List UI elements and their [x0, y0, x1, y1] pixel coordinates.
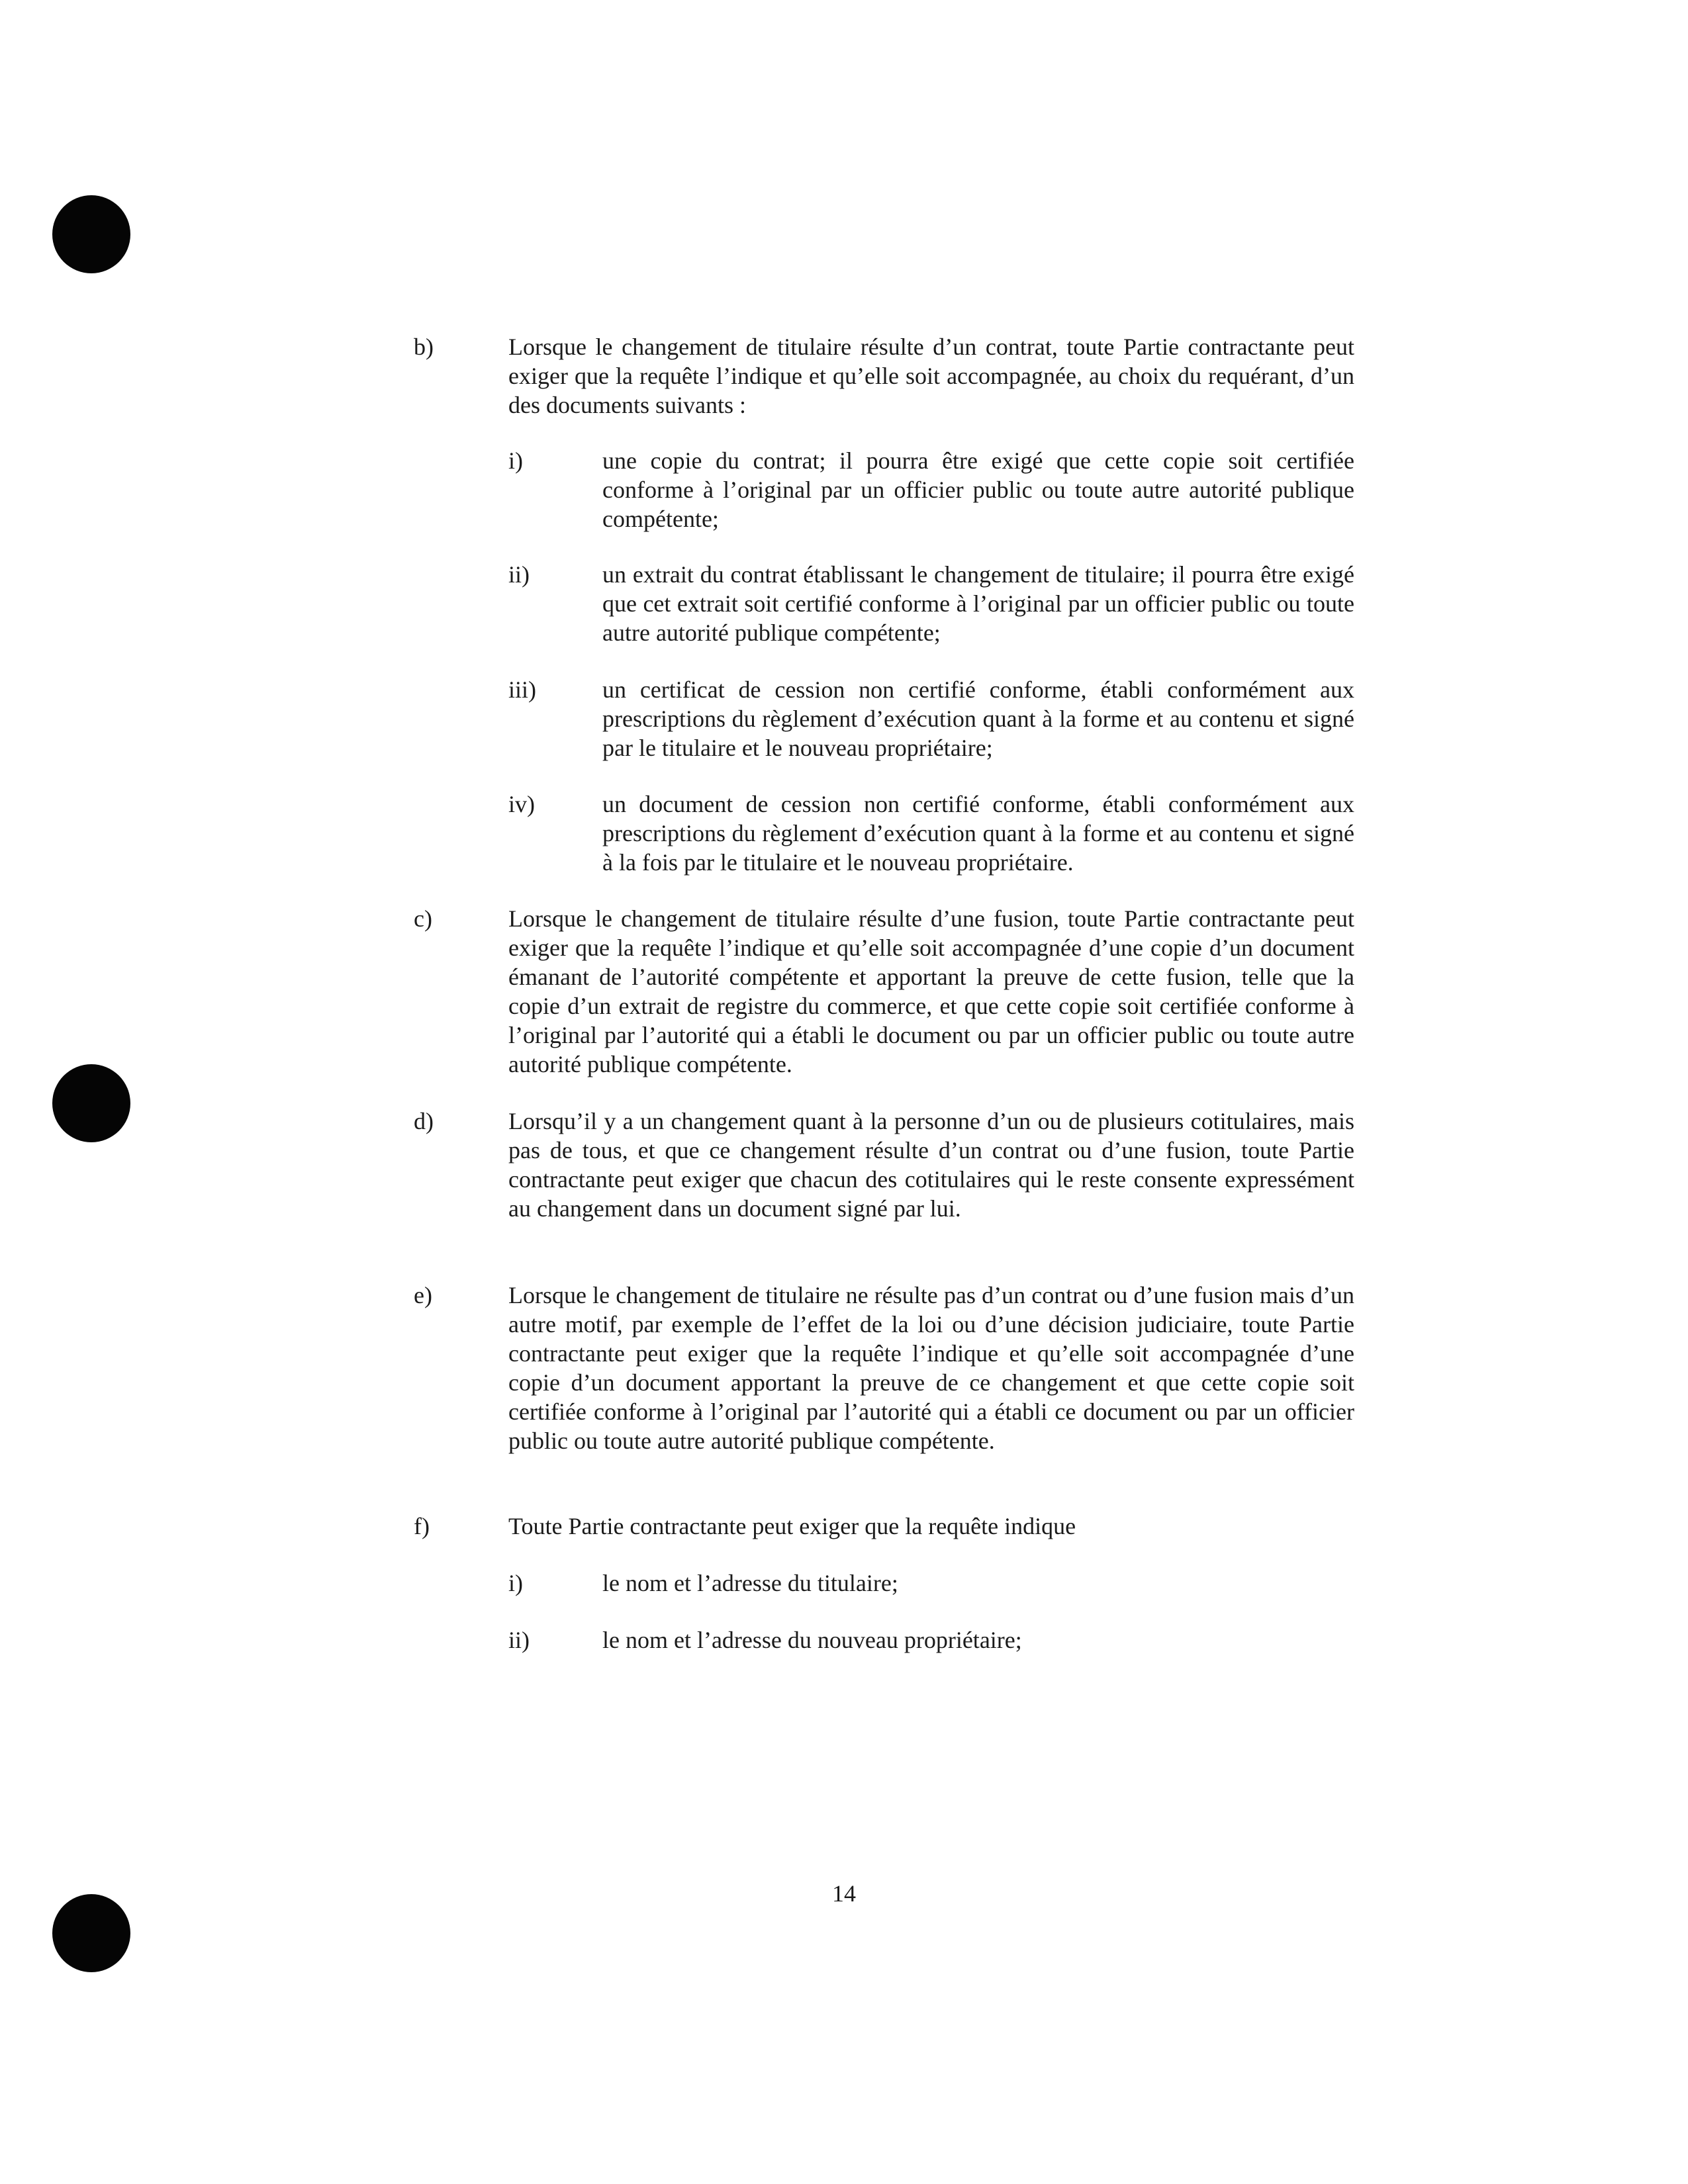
punch-hole-middle	[52, 1064, 130, 1142]
paragraph-label: f)	[414, 1513, 430, 1539]
subparagraph-label: iii)	[508, 676, 536, 703]
subparagraph-text: un document de cession non certifié conforme, établi conformément aux prescriptions du règlement d’exécution quant à la forme et au contenu et signé à la fois par le titulaire et le nouveau propriétaire.	[602, 791, 1354, 876]
punch-hole-top	[52, 195, 130, 273]
paragraph-label: d)	[414, 1108, 434, 1134]
subparagraph-label: iv)	[508, 791, 535, 817]
paragraph-text: Lorsqu’il y a un changement quant à la personne d’un ou de plusieurs cotitulaires, mais pas de tous, et que ce changement résulte d’un contrat ou d’une fusion, toute Partie contractante peut exiger que chacun des cotitulaires qui le reste consente expressément au changement dans un document signé par lui.	[508, 1108, 1354, 1222]
paragraph-text: Lorsque le changement de titulaire ne résulte pas d’un contrat ou d’une fusion mais d’un autre motif, par exemple de l’effet de la loi ou d’une décision judiciaire, toute Partie contractante peut exiger que la requête l’indique et qu’elle soit accompagnée d’une copie d’un document apportant la preuve de ce changement et que cette copie soit certifiée conforme à l’original par l’autorité qui a établi ce document ou par un officier public ou toute autre autorité publique compétente.	[508, 1282, 1354, 1454]
subparagraph-label: ii)	[508, 561, 530, 588]
subparagraph-text: un certificat de cession non certifié conforme, établi conformément aux prescriptions du règlement d’exécution quant à la forme et au contenu et signé par le titulaire et le nouveau propriétaire;	[602, 676, 1354, 761]
paragraph-label: c)	[414, 905, 432, 932]
subparagraph-label: i)	[508, 1570, 523, 1596]
subparagraph-label: i)	[508, 447, 523, 474]
subparagraph-label: ii)	[508, 1627, 530, 1653]
page-number: 14	[832, 1880, 856, 1907]
paragraph-text: Lorsque le changement de titulaire résulte d’un contrat, toute Partie contractante peut exiger que la requête l’indique et qu’elle soit accompagnée, au choix du requérant, d’un des documents suivants :	[508, 334, 1354, 418]
subparagraph-text: le nom et l’adresse du titulaire;	[602, 1570, 898, 1596]
subparagraph-text: une copie du contrat; il pourra être exigé que cette copie soit certifiée conforme à l’original par un officier public ou toute autre autorité publique compétente;	[602, 447, 1354, 532]
paragraph-label: e)	[414, 1282, 432, 1308]
paragraph-text: Lorsque le changement de titulaire résulte d’une fusion, toute Partie contractante peut exiger que la requête l’indique et qu’elle soit accompagnée d’une copie d’un document émanant de l’autorité compétente et apportant la preuve de cette fusion, telle que la copie d’un extrait de registre du commerce, et que cette copie soit certifiée conforme à l’original par l’autorité qui a établi le document ou par un officier public ou toute autre autorité publique compétente.	[508, 905, 1354, 1077]
subparagraph-text: le nom et l’adresse du nouveau propriétaire;	[602, 1627, 1022, 1653]
subparagraph-text: un extrait du contrat établissant le changement de titulaire; il pourra être exigé que cet extrait soit certifié conforme à l’original par un officier public ou toute autre autorité publique compétente;	[602, 561, 1354, 646]
paragraph-label: b)	[414, 334, 434, 360]
paragraph-text: Toute Partie contractante peut exiger que la requête indique	[508, 1513, 1076, 1539]
